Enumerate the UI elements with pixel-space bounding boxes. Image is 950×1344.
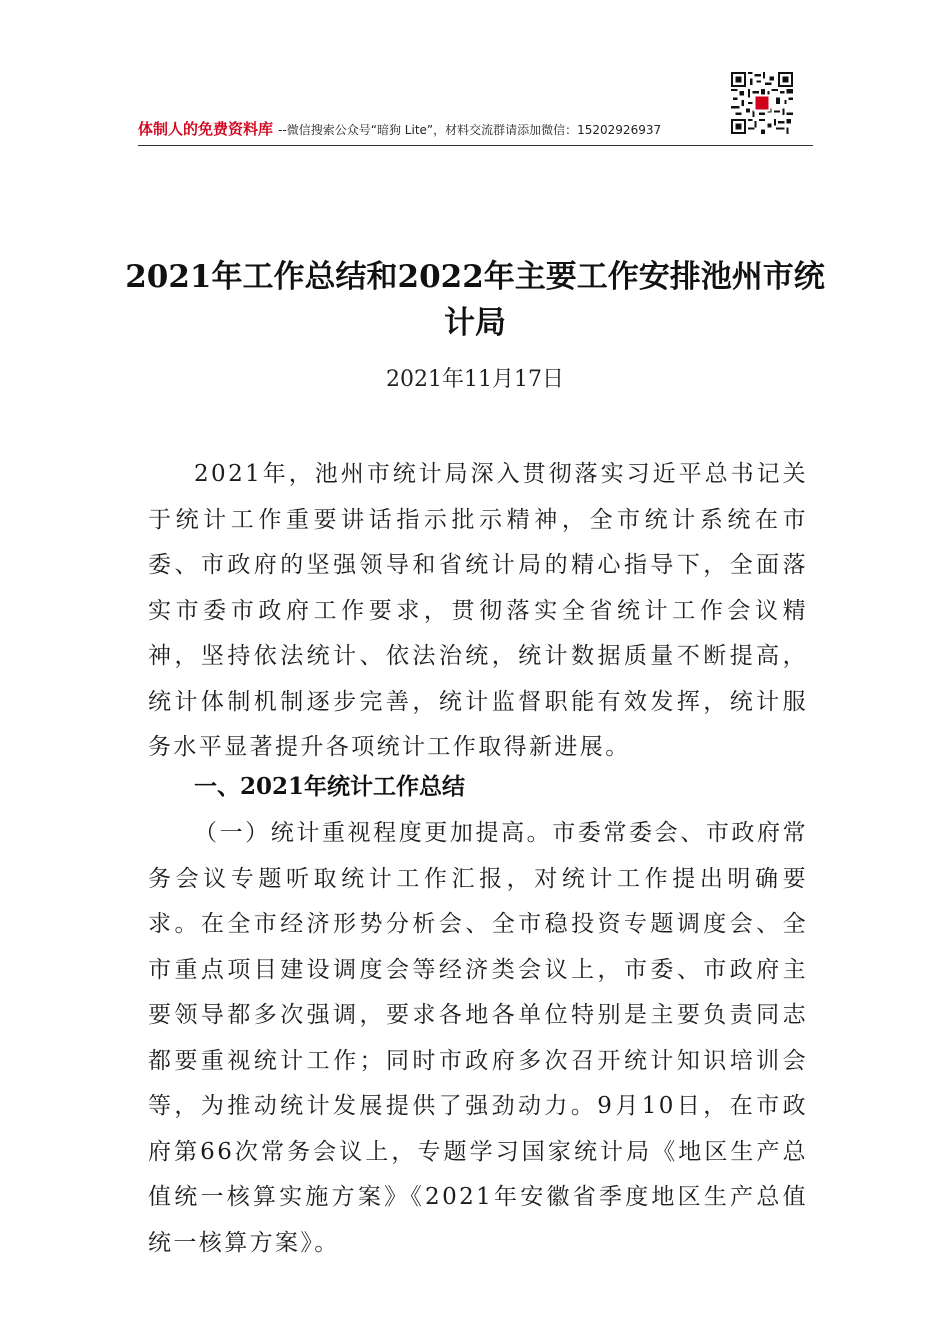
body-paragraph: 2021年，池州市统计局深入贯彻落实习近平总书记关于统计工作重要讲话指示批示精神，全市统计系统在市委、市政府的坚强领导和省统计局的精心指导下，全面落实市委市政府工作要求，贯彻落实全省统计工作会议精神，坚持依法统计、依法治统，统计数据质量不断提高，统计体制机制逐步完善，统计监督职能有效发挥，统计服务水平显著提升各项统计工作取得新进展。 [148,461,808,760]
qr-code-icon [731,72,793,134]
page-header [138,118,813,144]
header-divider [138,145,813,146]
document-date: 2021年11月17日 [386,367,564,392]
body-paragraph: （一）统计重视程度更加提高。市委常委会、市政府常务会议专题听取统计工作汇报，对统计工作提出明确要求。在全市经济形势分析会、全市稳投资专题调度会、全市重点项目建设调度会等经济类会议上，市委、市政府主要领导都多次强调，要求各地各单位特别是主要负责同志都要重视统计工作；同时市政府多次召开统计知识培训会等，为推动统计发展提供了强劲动力。9月10日，在市政府第66次常务会议上，专题学习国家统计局《地区生产总值统一核算实施方案》《2021年安徽省季度地区生产总值统一核算方案》。 [148,820,808,1256]
document-title: 2021年工作总结和2022年主要工作安排池州市统计局 [125,259,825,341]
header-note: --微信搜索公众号“暗狗 Lite”，材料交流群请添加微信：15202926937 [278,123,662,137]
header-brand: 体制人的免费资料库 [138,120,274,138]
section-heading: 一、2021年统计工作总结 [194,773,466,800]
